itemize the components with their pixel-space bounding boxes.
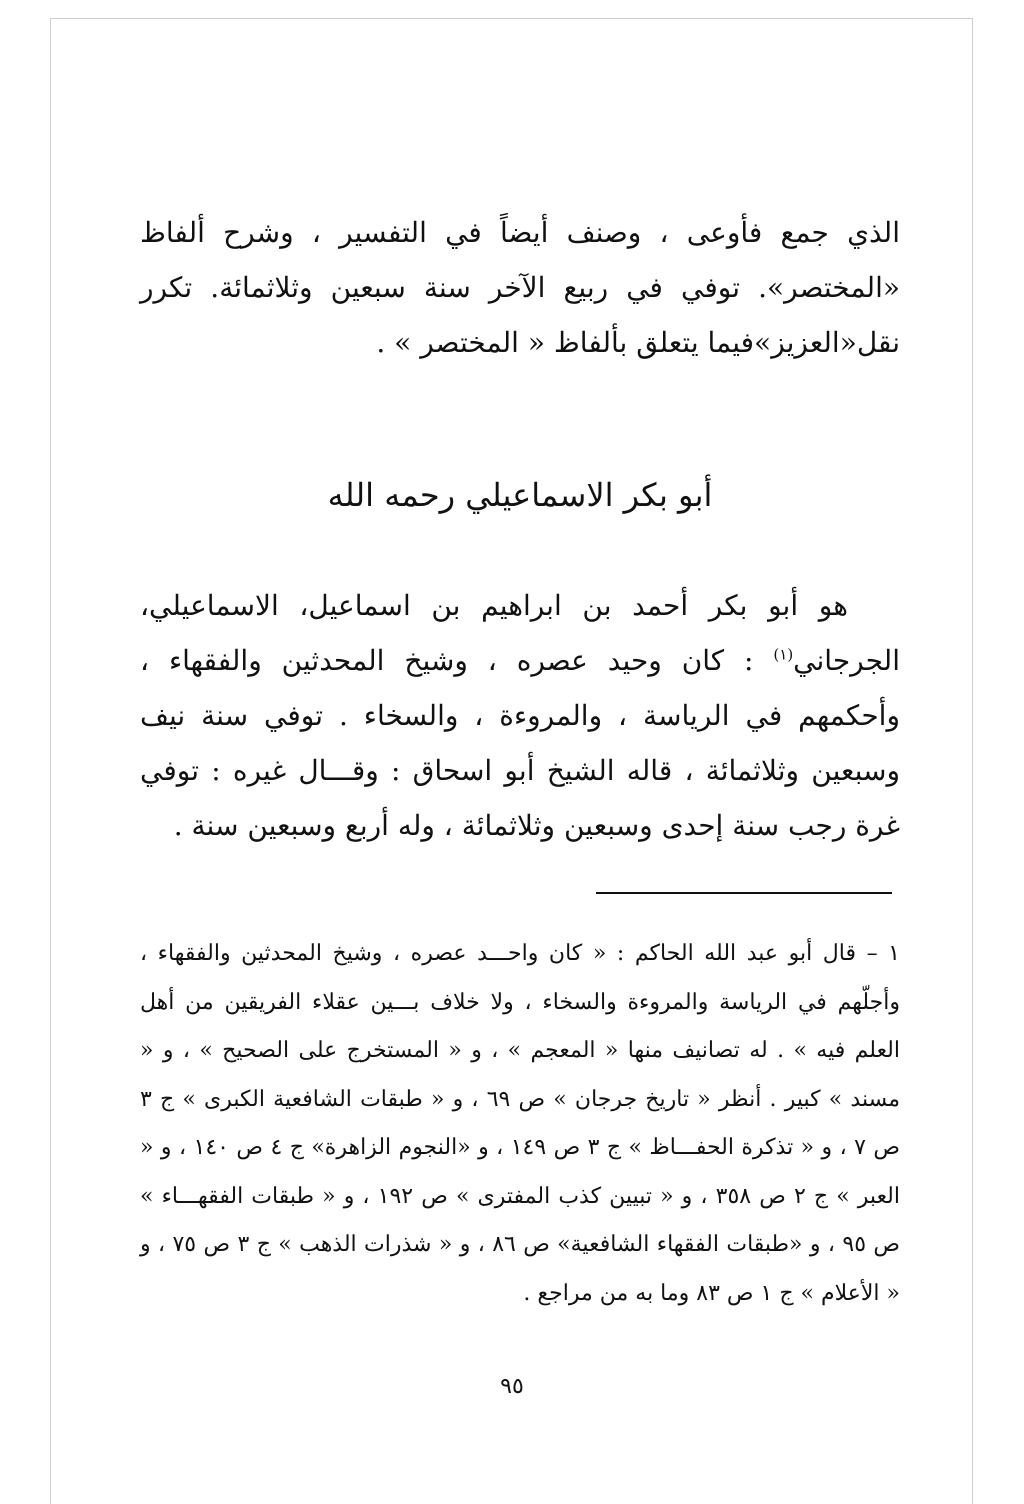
bio-lead: هو أبو بكر أحمد بن ابراهيم بن اسماعيل، الاسماعيلي، الجرجاني (140, 589, 900, 677)
bio-text: : كان وحيد عصره ، وشيخ المحدثين والفقهاء ، وأحكمهم في الرياسة ، والمروءة ، والسخاء . توفي سنة نيف وسبعين وثلاثمائة ، قاله الشيخ أبو اسحاق : وقـــال غيره : توفي غرة رجب سنة إحدى وسبعين وثلاثمائة ، وله أربع وسبعين سنة . (140, 644, 900, 842)
bio-paragraph (140, 578, 900, 853)
footnote-marker: (١) (773, 645, 794, 664)
page-number: ٩٥ (500, 1374, 524, 1399)
footnote-block (140, 930, 900, 1318)
intro-paragraph: الذي جمع فأوعى ، وصنف أيضاً في التفسير ، وشرح ألفاظ «المختصر». توفي في ربيع الآخر سنة سبعين وثلاثمائة. تكرر نقل«العزيز»فيما يتعلق بألفاظ « المختصر » . (140, 216, 900, 359)
bio-paragraph-block (140, 578, 900, 853)
footnote-text: ١ – قال أبو عبد الله الحاكم : « كان واحـــد عصره ، وشيخ المحدثين والفقهاء ، وأجلّهم في الرياسة والمروءة والسخاء ، ولا خلاف بـــين عقلاء الفريقين من أهل العلم فيه » . له تصانيف منها « المعجم » ، و « المستخرج على الصحيح » ، و « مسند » كبير . أنظر « تاريخ جرجان » ص ٦٩ ، و « طبقات الشافعية الكبرى » ج ٣ ص ٧ ، و « تذكرة الحفـــاظ » ج ٣ ص ١٤٩ ، و «النجوم الزاهرة» ج ٤ ص ١٤٠ ، و « العبر » ج ٢ ص ٣٥٨ ، و « تبيين كذب المفترى » ص ١٩٢ ، و « طبقات الفقهـــاء » ص ٩٥ ، و «طبقات الفقهاء الشافعية» ص ٨٦ ، و « شذرات الذهب » ج ٣ ص ٧٥ ، و « الأعلام » ج ١ ص ٨٣ وما به من مراجع . (140, 941, 901, 1306)
intro-paragraph-block (140, 205, 900, 370)
footnote-divider (596, 892, 892, 894)
section-heading: أبو بكر الاسماعيلي رحمه الله (327, 476, 713, 514)
